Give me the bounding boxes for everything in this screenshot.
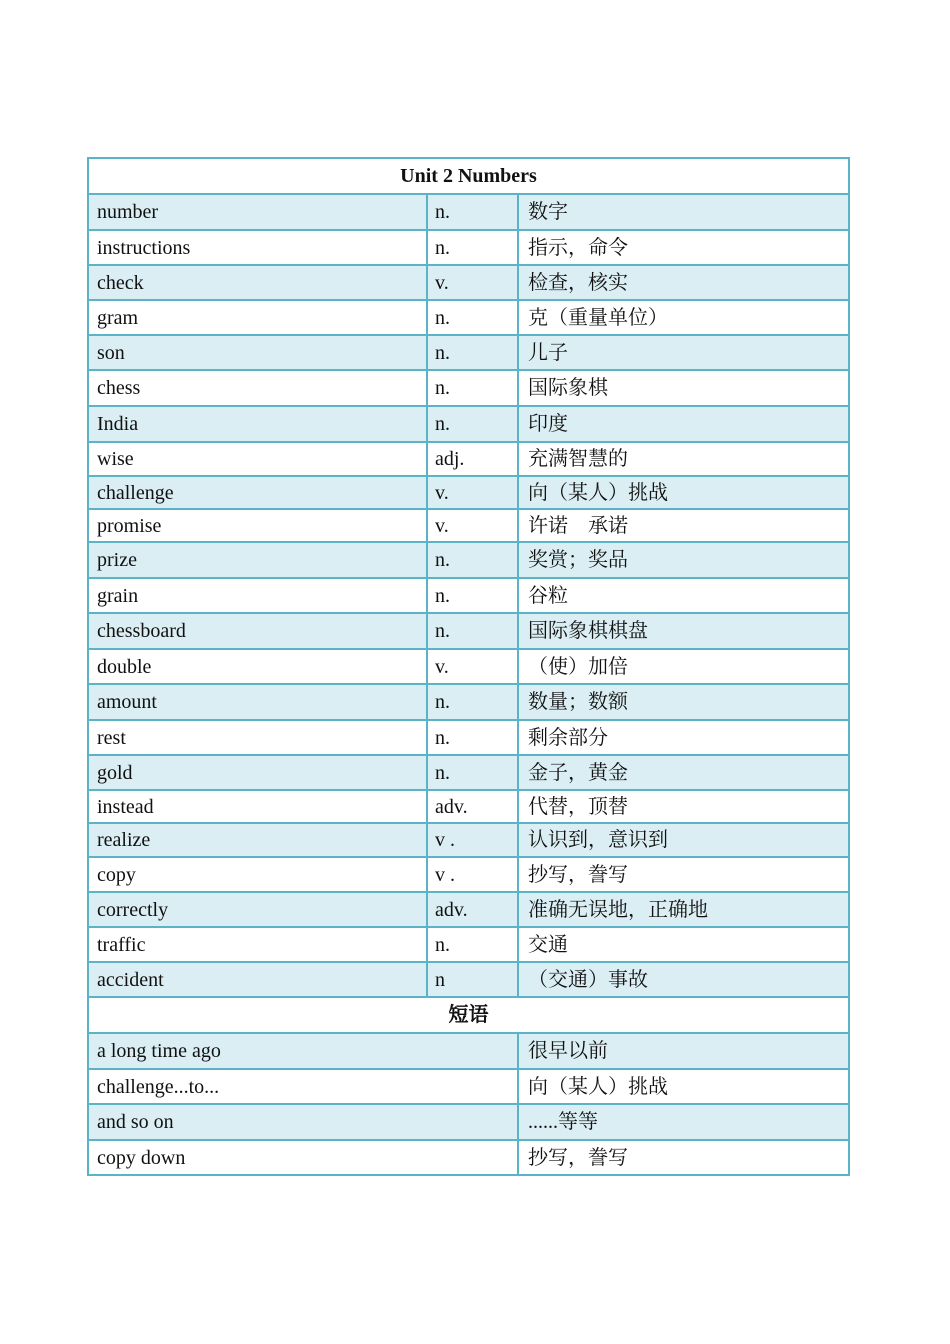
phrase-chinese: 很早以前	[518, 1033, 849, 1069]
word-chinese: 数量；数额	[518, 684, 849, 720]
word-english: wise	[88, 442, 427, 476]
word-chinese: 剩余部分	[518, 720, 849, 755]
phrase-row	[88, 1104, 849, 1140]
word-row	[88, 927, 849, 962]
word-row	[88, 230, 849, 265]
word-chinese: 儿子	[518, 335, 849, 370]
phrase-english: a long time ago	[88, 1033, 518, 1069]
word-row	[88, 857, 849, 892]
word-chinese: 充满智慧的	[518, 442, 849, 476]
word-row	[88, 613, 849, 649]
word-english: gold	[88, 755, 427, 790]
phrase-row	[88, 1069, 849, 1104]
word-row	[88, 335, 849, 370]
word-part-of-speech: n.	[427, 370, 518, 406]
word-part-of-speech: n.	[427, 927, 518, 962]
word-row	[88, 442, 849, 476]
word-row	[88, 578, 849, 613]
word-chinese: 代替，顶替	[518, 790, 849, 823]
word-english: realize	[88, 823, 427, 857]
word-part-of-speech: v .	[427, 823, 518, 857]
word-part-of-speech: adv.	[427, 790, 518, 823]
word-english: prize	[88, 542, 427, 578]
word-chinese: 印度	[518, 406, 849, 442]
word-part-of-speech: n.	[427, 578, 518, 613]
word-english: double	[88, 649, 427, 684]
word-part-of-speech: n.	[427, 755, 518, 790]
word-english: promise	[88, 509, 427, 542]
word-english: challenge	[88, 476, 427, 509]
vocabulary-table	[87, 157, 850, 1176]
word-english: correctly	[88, 892, 427, 927]
phrase-english: and so on	[88, 1104, 518, 1140]
word-part-of-speech: n.	[427, 613, 518, 649]
word-part-of-speech: adv.	[427, 892, 518, 927]
word-english: copy	[88, 857, 427, 892]
word-part-of-speech: n.	[427, 335, 518, 370]
word-part-of-speech: v.	[427, 509, 518, 542]
word-row	[88, 300, 849, 335]
word-row	[88, 406, 849, 442]
word-part-of-speech: n.	[427, 300, 518, 335]
word-row	[88, 962, 849, 997]
word-chinese: （交通）事故	[518, 962, 849, 997]
word-row	[88, 649, 849, 684]
word-row	[88, 720, 849, 755]
word-english: chess	[88, 370, 427, 406]
word-english: instead	[88, 790, 427, 823]
word-chinese: 抄写，誊写	[518, 857, 849, 892]
word-english: gram	[88, 300, 427, 335]
word-chinese: 国际象棋棋盘	[518, 613, 849, 649]
word-part-of-speech: v.	[427, 476, 518, 509]
word-english: India	[88, 406, 427, 442]
word-english: instructions	[88, 230, 427, 265]
word-part-of-speech: n.	[427, 720, 518, 755]
word-chinese: 准确无误地，正确地	[518, 892, 849, 927]
word-chinese: 许诺 承诺	[518, 509, 849, 542]
word-chinese: 交通	[518, 927, 849, 962]
word-chinese: 向（某人）挑战	[518, 476, 849, 509]
word-part-of-speech: v.	[427, 265, 518, 300]
word-row	[88, 265, 849, 300]
word-english: amount	[88, 684, 427, 720]
word-row	[88, 684, 849, 720]
word-row	[88, 476, 849, 509]
word-english: check	[88, 265, 427, 300]
word-row	[88, 790, 849, 823]
word-chinese: 克（重量单位）	[518, 300, 849, 335]
word-chinese: 指示，命令	[518, 230, 849, 265]
word-english: chessboard	[88, 613, 427, 649]
word-chinese: 奖赏；奖品	[518, 542, 849, 578]
word-row	[88, 194, 849, 230]
word-english: number	[88, 194, 427, 230]
word-chinese: 数字	[518, 194, 849, 230]
word-row	[88, 823, 849, 857]
word-english: grain	[88, 578, 427, 613]
word-part-of-speech: n.	[427, 194, 518, 230]
word-part-of-speech: n.	[427, 684, 518, 720]
word-chinese: 检查，核实	[518, 265, 849, 300]
word-part-of-speech: v .	[427, 857, 518, 892]
word-row	[88, 370, 849, 406]
word-part-of-speech: n.	[427, 542, 518, 578]
word-part-of-speech: adj.	[427, 442, 518, 476]
word-row	[88, 892, 849, 927]
word-part-of-speech: n.	[427, 406, 518, 442]
word-chinese: 金子，黄金	[518, 755, 849, 790]
phrase-chinese: ......等等	[518, 1104, 849, 1140]
table-title: Unit 2 Numbers	[88, 158, 849, 194]
word-part-of-speech: v.	[427, 649, 518, 684]
phrase-chinese: 抄写，誊写	[518, 1140, 849, 1175]
word-english: traffic	[88, 927, 427, 962]
phrases-header-row	[88, 997, 849, 1033]
phrase-row	[88, 1140, 849, 1175]
word-english: accident	[88, 962, 427, 997]
title-row	[88, 158, 849, 194]
word-part-of-speech: n.	[427, 230, 518, 265]
phrase-english: copy down	[88, 1140, 518, 1175]
phrases-title: 短语	[88, 997, 849, 1033]
phrase-chinese: 向（某人）挑战	[518, 1069, 849, 1104]
word-chinese: （使）加倍	[518, 649, 849, 684]
word-english: rest	[88, 720, 427, 755]
word-chinese: 谷粒	[518, 578, 849, 613]
word-row	[88, 509, 849, 542]
phrase-english: challenge...to...	[88, 1069, 518, 1104]
word-row	[88, 755, 849, 790]
word-row	[88, 542, 849, 578]
phrase-row	[88, 1033, 849, 1069]
word-chinese: 国际象棋	[518, 370, 849, 406]
word-chinese: 认识到，意识到	[518, 823, 849, 857]
word-part-of-speech: n	[427, 962, 518, 997]
word-english: son	[88, 335, 427, 370]
